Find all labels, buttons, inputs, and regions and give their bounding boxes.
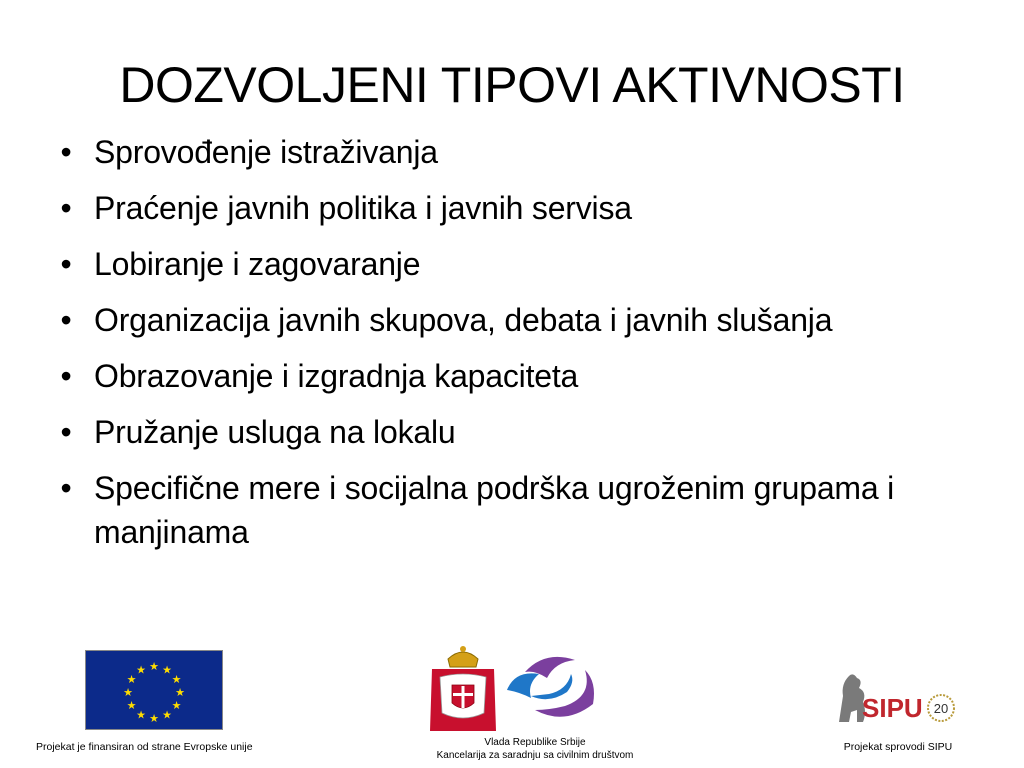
bullet-icon: • — [60, 246, 72, 282]
list-item-text: Obrazovanje i izgradnja kapaciteta — [94, 358, 579, 394]
list-item — [56, 354, 956, 398]
svg-text:★: ★ — [126, 673, 137, 686]
svg-text:★: ★ — [175, 686, 185, 699]
list-item-text: Organizacija javnih skupova, debata i javnih slušanja — [94, 302, 833, 338]
sipu-caption: Projekat sprovodi SIPU — [843, 741, 953, 753]
svg-text:★: ★ — [126, 699, 137, 712]
bullet-icon: • — [60, 414, 72, 450]
list-item — [56, 186, 956, 230]
sipu-anniversary-badge: 20 — [933, 701, 949, 716]
government-caption-line: Vlada Republike Srbije — [484, 737, 586, 748]
svg-text:★: ★ — [149, 712, 159, 725]
svg-text:★: ★ — [171, 673, 182, 686]
office-caption-line: Kancelarija za saradnju sa civilnim društvom — [436, 750, 634, 761]
list-item — [56, 410, 956, 454]
slide-title: DOZVOLJENI TIPOVI AKTIVNOSTI — [119, 57, 905, 113]
sipu-wordmark: SIPU — [862, 693, 923, 723]
bullet-icon: • — [60, 302, 72, 338]
svg-text:★: ★ — [149, 660, 159, 673]
bullet-icon: • — [60, 190, 72, 226]
eu-stars-icon — [86, 651, 222, 729]
bullet-icon: • — [60, 134, 72, 170]
sipu-logo — [833, 668, 963, 728]
bullet-icon: • — [60, 470, 72, 506]
eu-flag-logo — [85, 650, 223, 730]
bullet-icon: • — [60, 358, 72, 394]
bullet-list — [56, 130, 956, 566]
svg-text:★: ★ — [136, 708, 146, 722]
list-item-text: Pružanje usluga na lokalu — [94, 414, 456, 450]
list-item-text: Lobiranje i zagovaranje — [94, 246, 421, 282]
list-item-text: Specifične mere i socijalna podrška ugroženim grupama i manjinama — [94, 470, 895, 550]
list-item — [56, 466, 956, 554]
government-office-caption — [410, 736, 660, 762]
svg-text:★: ★ — [171, 699, 182, 712]
civil-society-office-logo — [505, 652, 601, 728]
svg-text:★: ★ — [162, 708, 172, 722]
svg-text:★: ★ — [123, 686, 133, 699]
serbia-coat-of-arms-logo — [426, 643, 500, 735]
list-item — [56, 242, 956, 286]
svg-text:★: ★ — [162, 663, 172, 677]
eu-funding-caption: Projekat je finansiran od strane Evropske unije — [36, 741, 253, 753]
list-item — [56, 298, 956, 342]
list-item — [56, 130, 956, 174]
svg-text:★: ★ — [136, 663, 146, 677]
list-item-text: Praćenje javnih politika i javnih servisa — [94, 190, 632, 226]
list-item-text: Sprovođenje istraživanja — [94, 134, 438, 170]
